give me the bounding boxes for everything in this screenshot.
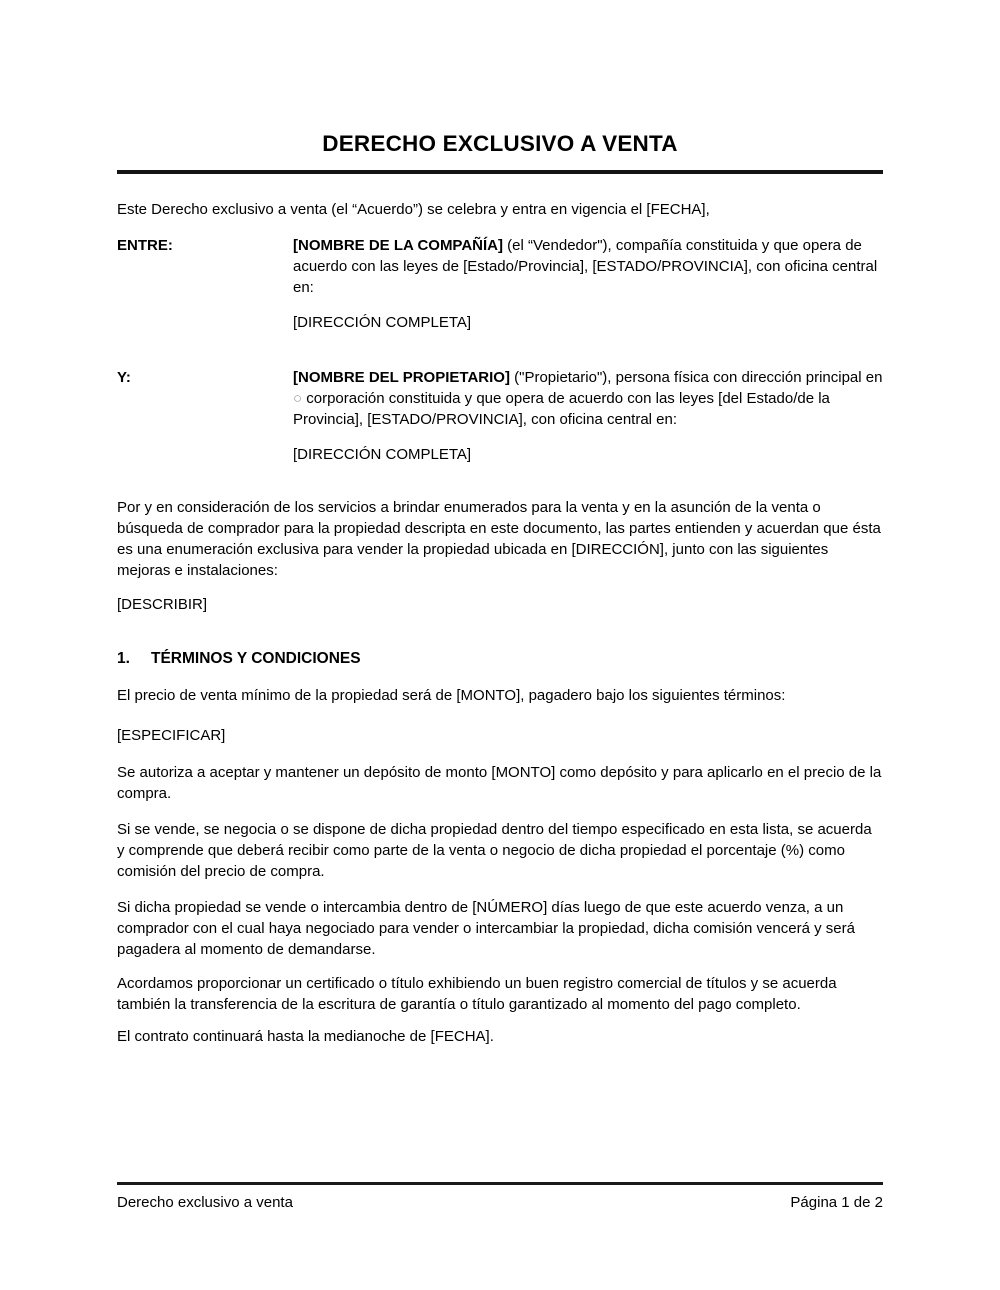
specify-placeholder: [ESPECIFICAR] (117, 727, 226, 744)
party-entre-description (293, 235, 883, 298)
footer-page-number: Página 1 de 2 (790, 1194, 883, 1211)
party-y-rest-text-b: corporación constituida y que opera de acuerdo con las leyes [del Estado/de la Provincia], [ESTADO/PROVINCIA], con oficina central en: (293, 390, 830, 428)
owner-name-placeholder: [NOMBRE DEL PROPIETARIO] (293, 369, 510, 386)
intro-paragraph: Este Derecho exclusivo a venta (el “Acuerdo”) se celebra y entra en vigencia el [FECHA], (117, 201, 710, 218)
party-label-y: Y: (117, 369, 131, 386)
party-entre-address-placeholder: [DIRECCIÓN COMPLETA] (293, 314, 472, 331)
consideration-paragraph: Por y en consideración de los servicios a brindar enumerados para la venta y en la asunción de la venta o búsqueda de comprador para la propiedad descripta en este documento, las partes entienden y acuerdan que ésta es una enumeración exclusiva para vender la propiedad ubicada en [DIRECCIÓN], junto con las siguientes mejoras e instalaciones: (117, 499, 881, 579)
section-1-heading (117, 648, 883, 669)
party-y-rest-text-a: ("Propietario"), persona física con dirección principal en (509, 369, 883, 386)
party-block-entre (117, 235, 883, 333)
party-body-entre (293, 235, 883, 333)
page-footer (117, 1182, 883, 1213)
describe-placeholder: [DESCRIBIR] (117, 596, 208, 613)
party-body-y (293, 367, 883, 465)
party-y-address-placeholder: [DIRECCIÓN COMPLETA] (293, 446, 472, 463)
party-label-entre: ENTRE: (117, 237, 173, 254)
party-entre-rest-text: (el “Vendedor"), compañía constituida y que opera de acuerdo con las leyes de [Estado/Provincia], [ESTADO/PROVINCIA], con oficina central en: (293, 237, 878, 296)
terms-paragraph-title-certificate: Acordamos proporcionar un certificado o título exhibiendo un buen registro comercial de títulos y se acuerda también la transferencia de la escritura de garantía o título garantizado al momento del pago completo. (117, 975, 837, 1013)
terms-paragraph-expiry-sale: Si dicha propiedad se vende o intercambia dentro de [NÚMERO] días luego de que este acuerdo venza, a un comprador con el cual haya negociado para vender o intercambiar la propiedad, dicha comisión vencerá y será pagadera al momento de demandarse. (117, 899, 855, 958)
terms-paragraph-price: El precio de venta mínimo de la propiedad será de [MONTO], pagadero bajo los siguientes términos: (117, 687, 786, 704)
footer-divider-rule (117, 1182, 883, 1185)
section-1-title: TÉRMINOS Y CONDICIONES (151, 650, 361, 667)
party-block-y (117, 367, 883, 465)
page-title: DERECHO EXCLUSIVO A VENTA (322, 131, 678, 156)
title-divider-rule (117, 170, 883, 174)
terms-paragraph-commission: Si se vende, se negocia o se dispone de dicha propiedad dentro del tiempo especificado en esta lista, se acuerda y comprende que deberá recibir como parte de la venta o negocio de dicha propiedad el porcentaje (%) como comisión del precio de compra. (117, 821, 872, 880)
terms-paragraph-deposit: Se autoriza a aceptar y mantener un depósito de monto [MONTO] como depósito y para aplicarlo en el precio de la compra. (117, 764, 882, 802)
terms-paragraph-contract-end: El contrato continuará hasta la medianoche de [FECHA]. (117, 1028, 494, 1045)
option-circle-icon: ○ (293, 390, 303, 407)
section-1-number: 1. (117, 650, 130, 667)
company-name-placeholder: [NOMBRE DE LA COMPAÑÍA] (293, 237, 503, 254)
footer-row (117, 1192, 883, 1213)
footer-document-title: Derecho exclusivo a venta (117, 1194, 293, 1211)
party-y-description (293, 367, 883, 430)
